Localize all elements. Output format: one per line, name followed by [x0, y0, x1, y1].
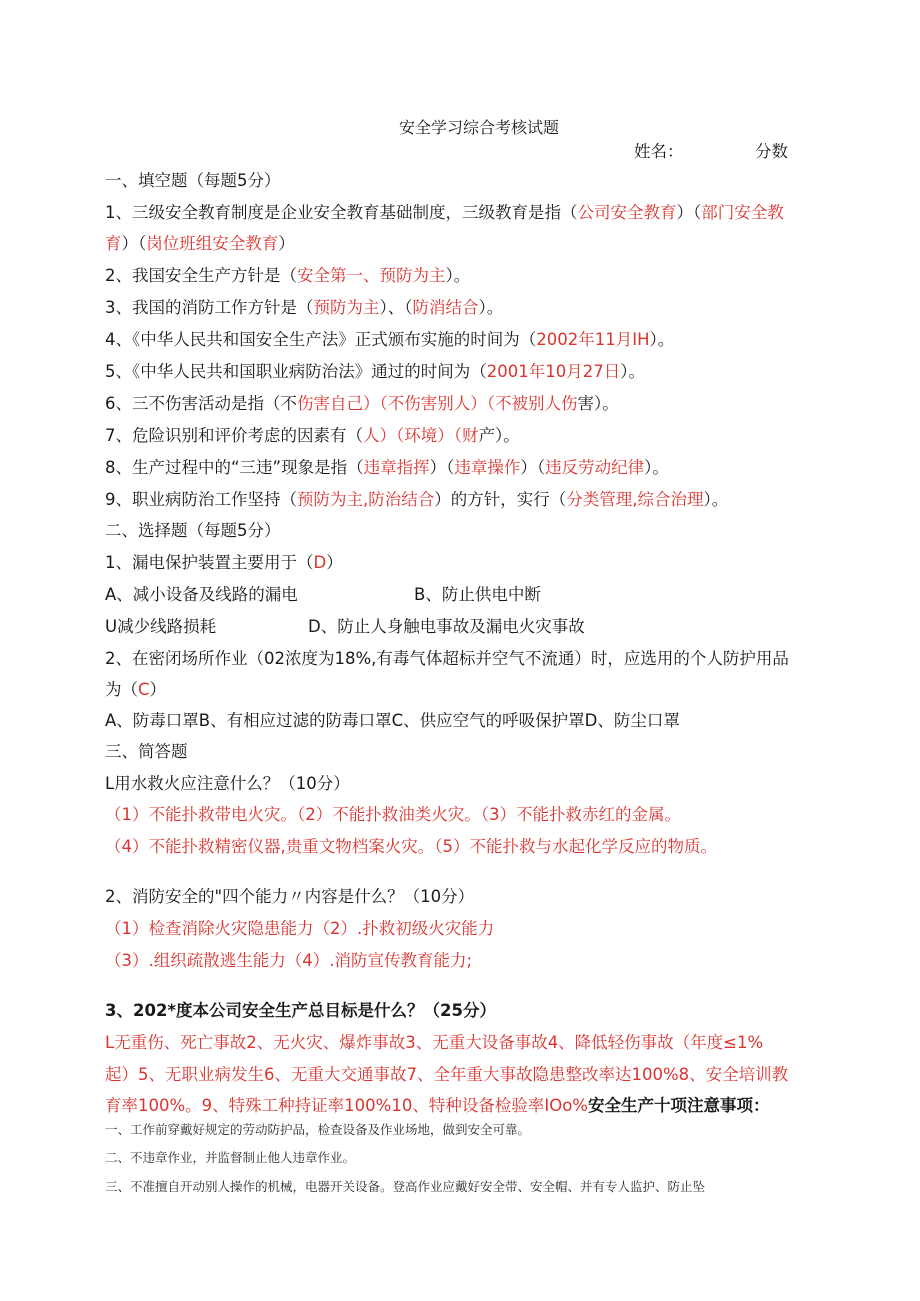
- question-2-1: 1、漏电保护装置主要用于（D）: [105, 553, 343, 572]
- question-1-8: 8、生产过程中的“三违”现象是指（违章指挥）（违章操作）（违反劳动纪律）。: [105, 458, 669, 477]
- question-1-3: 3、我国的消防工作方针是（预防为主）、（防消结合）。: [105, 298, 504, 317]
- note-2: 二、不违章作业，并监督制止他人违章作业。: [105, 1150, 356, 1165]
- option-a: A、减小设备及线路的漏电: [105, 585, 298, 604]
- option-c: U减少线路损耗: [105, 617, 217, 636]
- question-3-1: L用水救火应注意什么？（10分）: [105, 774, 350, 793]
- question-2-2-line2: 为（C）: [105, 680, 167, 699]
- score-label: 分数: [755, 142, 788, 161]
- answer-3-2-line2: （3）.组织疏散逃生能力（4）.消防宣传教育能力;: [105, 951, 473, 970]
- question-1-1-line2: 育）（岗位班组安全教育）: [105, 234, 295, 253]
- question-1-1-line1: 1、三级安全教育制度是企业安全教育基础制度，三级教育是指（公司安全教育）（部门安全教: [105, 203, 784, 222]
- question-1-6: 6、三不伤害活动是指（不伤害自己）（不伤害别人）（不被别人伤害）。: [105, 394, 619, 413]
- section2-heading: 二、选择题（每题5分）: [105, 521, 281, 540]
- answer-3-1-line2: （4）不能扑救精密仪器,贵重文物档案火灾。（5）不能扑救与水起化学反应的物质。: [105, 837, 717, 856]
- note-3: 三、不准擅自开动别人操作的机械，电器开关设备。登高作业应戴好安全带、安全帽、并有专人监护、防止坠: [105, 1179, 706, 1194]
- answer-3-3-line2: 起）5、无职业病发生6、无重大交通事故7、全年重大事故隐患整改率达100%8、安全培训教: [105, 1065, 789, 1084]
- question-3-3: 3、202*度本公司安全生产总目标是什么？（25分）: [105, 1001, 497, 1020]
- answer-3-3-line1: L无重伤、死亡事故2、无火灾、爆炸事故3、无重大设备事故4、降低轻伤事故（年度≤1%: [105, 1033, 764, 1052]
- option-b: B、防止供电中断: [414, 585, 541, 604]
- option-d: D、防止人身触电事故及漏电火灾事故: [308, 617, 585, 636]
- question-1-9: 9、职业病防治工作坚持（预防为主,防治结合）的方针，实行（分类管理,综合治理）。: [105, 490, 729, 509]
- name-label: 姓名：: [634, 142, 684, 161]
- note-1: 一、工作前穿戴好规定的劳动防护品，检查设备及作业场地，做到安全可靠。: [105, 1122, 531, 1137]
- section3-heading: 三、简答题: [105, 742, 188, 761]
- question-1-2: 2、我国安全生产方针是（安全第一、预防为主）。: [105, 266, 471, 285]
- answer-3-3-line3: 育率100%。9、特殊工种持证率100%10、特种设备检验率IOo%安全生产十项注意事项：: [105, 1096, 770, 1115]
- question-2-2-options: A、防毒口罩B、有相应过滤的防毒口罩C、供应空气的呼吸保护罩D、防尘口罩: [105, 711, 680, 730]
- question-2-2-line1: 2、在密闭场所作业（02浓度为18%,有毒气体超标并空气不流通）时，应选用的个人防护用品: [105, 649, 789, 668]
- question-1-7: 7、危险识别和评价考虑的因素有（人）（环境）（财产）。: [105, 426, 520, 445]
- question-3-2: 2、消防安全的"四个能力〃内容是什么？（10分）: [105, 887, 475, 906]
- answer-3-2-line1: （1）检查消除火灾隐患能力（2）.扑救初级火灾能力: [105, 919, 495, 938]
- answer-3-1-line1: （1）不能扑救带电火灾。（2）不能扑救油类火灾。（3）不能扑救赤红的金属。: [105, 805, 681, 824]
- question-1-5: 5、《中华人民共和国职业病防治法》通过的时间为（2001年10月27日）。: [105, 362, 645, 381]
- page-title: 安全学习综合考核试题: [399, 118, 560, 137]
- section1-heading: 一、填空题（每题5分）: [105, 171, 281, 190]
- question-1-4: 4、《中华人民共和国安全生产法》正式颁布实施的时间为（2002年11月IH）。: [105, 330, 675, 349]
